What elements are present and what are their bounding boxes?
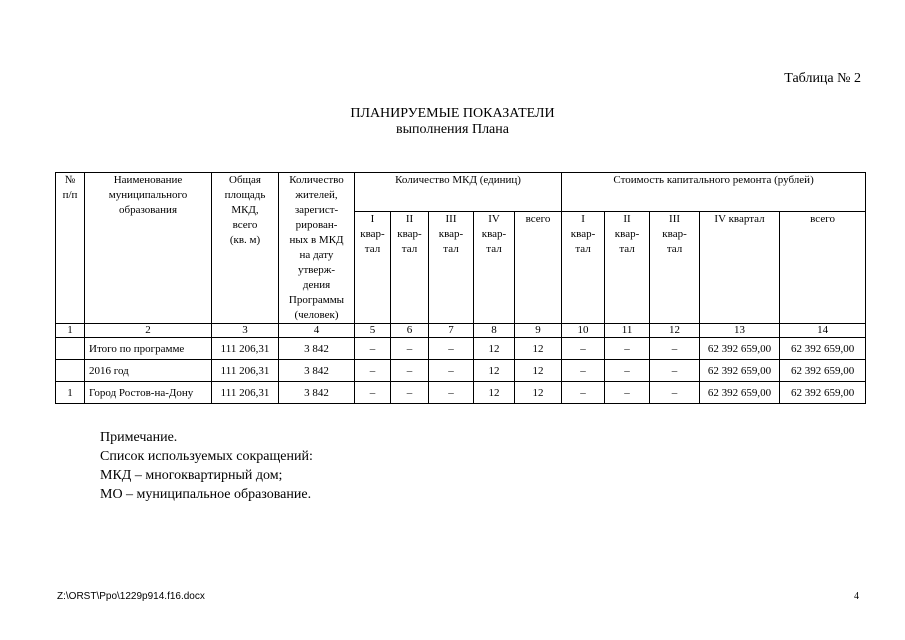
row-cost-q2: – (605, 382, 650, 404)
row-cost-q3: – (650, 360, 700, 382)
header-mkd-group: Количество МКД (единиц) (355, 173, 562, 212)
column-number-row (56, 324, 866, 338)
row-num: 1 (56, 382, 85, 404)
row-cost-q3: – (650, 382, 700, 404)
header-area: Общая площадь МКД, всего (кв. м) (212, 173, 279, 324)
row-mkd-q4: 12 (474, 338, 515, 360)
row-mkd-q1: – (355, 382, 391, 404)
column-number: 11 (605, 324, 650, 338)
header-mkd-q2: II квар- тал (391, 211, 429, 323)
header-cost-q2: II квар- тал (605, 211, 650, 323)
row-cost-q3: – (650, 338, 700, 360)
header-cost-q3: III квар- тал (650, 211, 700, 323)
header-residents: Количество жителей, зарегист- рирован- ных в МКД на дату утверж- дения Программы (человек) (279, 173, 355, 324)
header-mkd-q3: III квар- тал (429, 211, 474, 323)
row-mkd-total: 12 (515, 382, 562, 404)
header-cost-q1: I квар- тал (562, 211, 605, 323)
row-mkd-q4: 12 (474, 360, 515, 382)
header-num: № п/п (56, 173, 85, 324)
row-cost-q2: – (605, 360, 650, 382)
footer-file-path: Z:\ORST\Ppo\1229p914.f16.docx (57, 591, 205, 602)
row-area: 111 206,31 (212, 338, 279, 360)
row-mkd-q2: – (391, 382, 429, 404)
column-number: 7 (429, 324, 474, 338)
row-cost-q2: – (605, 338, 650, 360)
column-number: 12 (650, 324, 700, 338)
notes-list-title: Список используемых сокращений: (100, 449, 313, 464)
column-number: 2 (85, 324, 212, 338)
row-cost-total: 62 392 659,00 (780, 360, 866, 382)
row-mkd-total: 12 (515, 360, 562, 382)
column-number: 10 (562, 324, 605, 338)
row-num (56, 360, 85, 382)
abbreviation-item: МО – муниципальное образование. (100, 487, 312, 502)
indicators-table (55, 172, 866, 404)
header-mkd-total: всего (515, 211, 562, 323)
document-subtitle: выполнения Плана (396, 122, 509, 137)
header-mkd-q4: IV квар- тал (474, 211, 515, 323)
row-area: 111 206,31 (212, 382, 279, 404)
table-row (56, 338, 866, 360)
row-mkd-q4: 12 (474, 382, 515, 404)
row-cost-q4: 62 392 659,00 (700, 382, 780, 404)
column-number: 5 (355, 324, 391, 338)
row-name: Итого по программе (85, 338, 212, 360)
column-number: 8 (474, 324, 515, 338)
row-cost-q1: – (562, 382, 605, 404)
row-area: 111 206,31 (212, 360, 279, 382)
header-row-1 (56, 173, 866, 212)
table-number-label: Таблица № 2 (784, 71, 861, 86)
column-number: 13 (700, 324, 780, 338)
document-title: ПЛАНИРУЕМЫЕ ПОКАЗАТЕЛИ (350, 106, 555, 121)
row-residents: 3 842 (279, 360, 355, 382)
row-mkd-q3: – (429, 360, 474, 382)
notes-block (100, 428, 313, 504)
table-row (56, 360, 866, 382)
row-mkd-q2: – (391, 338, 429, 360)
row-mkd-q1: – (355, 338, 391, 360)
header-cost-group: Стоимость капитального ремонта (рублей) (562, 173, 866, 212)
row-cost-total: 62 392 659,00 (780, 338, 866, 360)
row-cost-total: 62 392 659,00 (780, 382, 866, 404)
column-number: 4 (279, 324, 355, 338)
column-number: 1 (56, 324, 85, 338)
row-mkd-q3: – (429, 338, 474, 360)
abbreviation-item: МКД – многоквартирный дом; (100, 468, 283, 483)
header-cost-total: всего (780, 211, 866, 323)
row-mkd-total: 12 (515, 338, 562, 360)
column-number: 14 (780, 324, 866, 338)
row-cost-q4: 62 392 659,00 (700, 360, 780, 382)
table-row (56, 382, 866, 404)
header-name: Наименование муниципального образования (85, 173, 212, 324)
row-cost-q1: – (562, 360, 605, 382)
row-cost-q1: – (562, 338, 605, 360)
row-mkd-q2: – (391, 360, 429, 382)
header-mkd-q1: I квар- тал (355, 211, 391, 323)
row-mkd-q1: – (355, 360, 391, 382)
page-number: 4 (854, 591, 859, 602)
header-cost-q4: IV квартал (700, 211, 780, 323)
row-name: Город Ростов-на-Дону (85, 382, 212, 404)
row-residents: 3 842 (279, 338, 355, 360)
row-name: 2016 год (85, 360, 212, 382)
row-residents: 3 842 (279, 382, 355, 404)
column-number: 9 (515, 324, 562, 338)
column-number: 6 (391, 324, 429, 338)
row-num (56, 338, 85, 360)
column-number: 3 (212, 324, 279, 338)
row-cost-q4: 62 392 659,00 (700, 338, 780, 360)
row-mkd-q3: – (429, 382, 474, 404)
notes-heading: Примечание. (100, 430, 178, 445)
